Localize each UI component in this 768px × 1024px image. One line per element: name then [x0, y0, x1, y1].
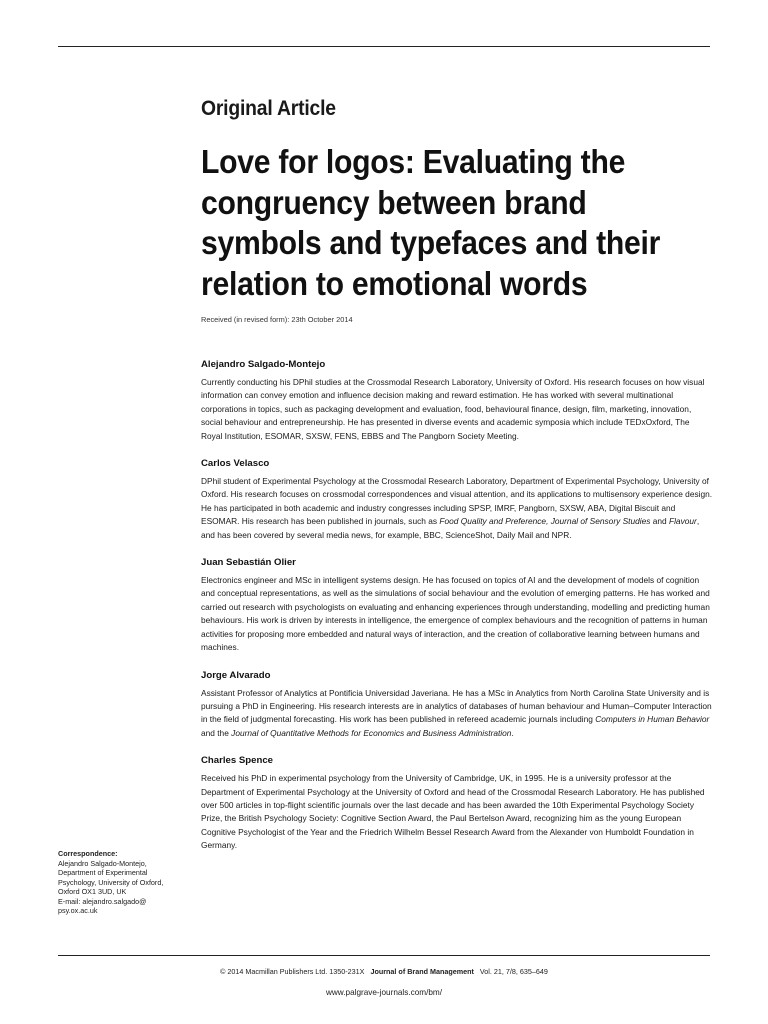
bottom-rule	[58, 955, 710, 956]
author-entry	[201, 557, 713, 654]
bio-text: and	[650, 516, 669, 527]
author-entry	[201, 359, 713, 443]
top-rule	[58, 46, 710, 47]
received-date: Received (in revised form): 23th October 2014	[201, 315, 353, 324]
author-bio	[201, 687, 713, 741]
author-name: Charles Spence	[201, 755, 273, 767]
footer-citation	[0, 967, 768, 976]
author-entry	[201, 755, 713, 852]
bio-text: DPhil student of Experimental Psychology at the Crossmodal Research Laboratory, Department of Experimental Psychology, University of Oxford. His research focuses on crossmodal correspondences and visual attention, and its applications to multisensory experience design. He has participated in both academic and industry congresses including SPSP, IMRF, Pangborn, SXSW, ABA, Digital Biscuit and ESOMAR. His research has been published in journals, such as	[201, 476, 713, 527]
journal-name: Journal of Quantitative Methods for Economics and Business Administration	[231, 727, 512, 738]
correspondence-note	[58, 849, 198, 916]
article-title: Love for logos: Evaluating the congruency between brand symbols and typefaces and their relation to emotional words	[201, 144, 661, 303]
author-name: Carlos Velasco	[201, 458, 270, 470]
author-list	[201, 359, 713, 868]
bio-text: Assistant Professor of Analytics at Pontificia Universidad Javeriana. He has a MSc in Analytics from North Carolina State University and is pursuing a PhD in Engineering. His research interests are in analytics of databases of human behaviour and Human–Computer Interaction in the field of judgmental forecasting. His work has been published in refereed academic journals including	[201, 687, 712, 725]
correspondence-email: psy.ox.ac.uk	[58, 906, 98, 915]
author-bio: Received his PhD in experimental psychology from the University of Cambridge, UK, in 1995. He is a university professor at the Department of Experimental Psychology at the University of Oxford and head of the Crossmodal Research Laboratory. He has published over 500 articles in top-flight scientific journals over the last decade and has been awarded the 10th Experimental Psychology Society Prize, the British Psychology Society: Cognitive Section Award, the Paul Bertelson Award, recognizing him as the young European Cognitive Psychologist of the Year and the Friedrich Wilhelm Bessel Research Award from the Alexander von Humboldt Foundation in Germany.	[201, 773, 705, 851]
journal-name: Food Quality and Preference, Journal of Sensory Studies	[439, 516, 651, 527]
bio-text: , and has been covered by several media news, for example, BBC, ScienceShot, Daily Mail and NPR.	[201, 516, 700, 540]
copyright-text: © 2014 Macmillan Publishers Ltd. 1350-231X	[220, 967, 365, 976]
author-name: Jorge Alvarado	[201, 669, 271, 681]
journal-name: Computers in Human Behavior	[595, 714, 710, 725]
journal-url[interactable]: www.palgrave-journals.com/bm/	[325, 988, 443, 997]
author-name: Juan Sebastián Olier	[201, 557, 296, 569]
author-bio: Electronics engineer and MSc in intelligent systems design. He has focused on topics of AI and the development of models of cognition and conceptual representations, as well as the simulations of social behaviour and the evolution of emerging patterns. He has worked and carried out research with psychologists on evaluating and enhancing experiences through understanding, modelling and predicting human behaviours. His work is driven by interests in intelligence, the emergence of complex behaviours and the recognition of patterns in human activities for proposing more embedded and natural ways of interaction, and the creation of collaborative learning between humans and machines.	[201, 575, 710, 653]
correspondence-email: E-mail: alejandro.salgado@	[58, 896, 147, 906]
correspondence-line: Department of Experimental	[58, 868, 148, 877]
author-entry	[201, 458, 713, 542]
correspondence-line: Psychology, University of Oxford,	[58, 877, 164, 887]
author-bio: Currently conducting his DPhil studies at the Crossmodal Research Laboratory, University of Oxford. His research focuses on how visual information can convey emotion and influence decision making and reward estimation. He has worked with several multinational corporations in topics, such as packaging development and evaluation, food, behavioural finance, design, film, marketing, innovation, social behaviour and entrepreneurship. He has presented in diverse events and academic symposia which include TEDxOxford, The Royal Institution, ESOMAR, SXSW, FENS, EBBS and The Pangborn Society Meeting.	[201, 377, 705, 441]
section-label: Original Article	[201, 97, 336, 120]
correspondence-line: Oxford OX1 3UD, UK	[58, 887, 127, 896]
journal-name: Flavour	[668, 516, 697, 527]
bio-text: and the	[201, 727, 232, 738]
correspondence-line: Alejandro Salgado-Montejo,	[58, 858, 147, 868]
volume-info: Vol. 21, 7/8, 635–649	[479, 967, 548, 976]
bio-text: .	[511, 727, 514, 738]
author-entry	[201, 670, 713, 741]
author-name: Alejandro Salgado-Montejo	[201, 359, 326, 370]
correspondence-label: Correspondence:	[58, 849, 118, 858]
author-bio	[201, 475, 713, 542]
journal-title: Journal of Brand Management	[370, 967, 474, 976]
